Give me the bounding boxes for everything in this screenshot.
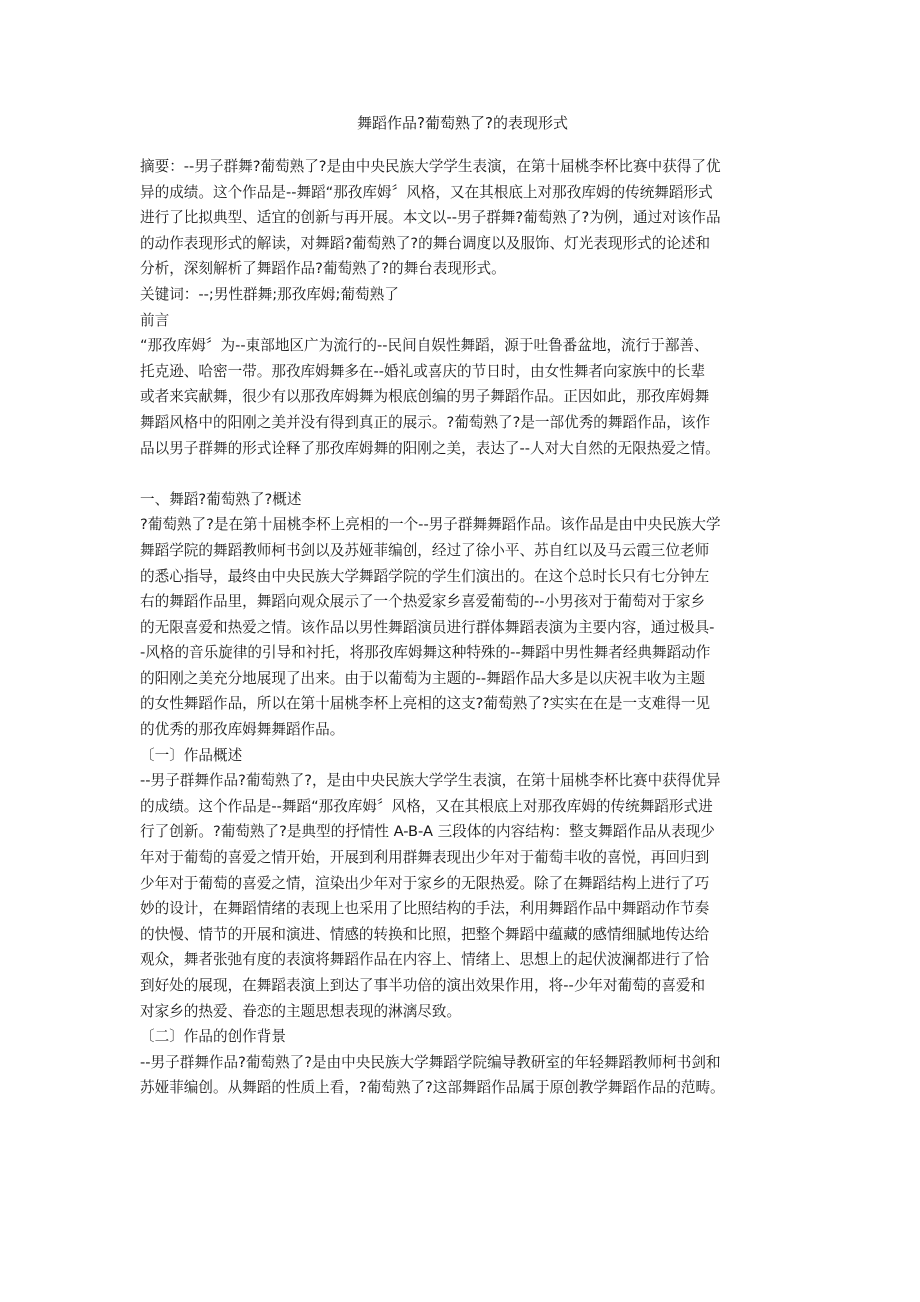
blank-line bbox=[140, 461, 785, 487]
document-body bbox=[140, 154, 785, 1101]
text-line: 托克逊、哈密一带。那孜库姆舞多在--婚礼或喜庆的节日时，由女性舞者向家族中的长辈 bbox=[140, 362, 706, 380]
text-line: 一、舞蹈?葡萄熟了?概述 bbox=[140, 490, 302, 508]
text-line: -风格的音乐旋律的引导和衬托，将那孜库姆舞这种特殊的--舞蹈中男性舞者经典舞蹈动作 bbox=[140, 644, 711, 662]
text-line: 〔一〕作品概述 bbox=[140, 746, 243, 764]
text-line: 异的成绩。这个作品是--舞蹈“那孜库姆〞风格，又在其根底上对那孜库姆的传统舞蹈形式 bbox=[140, 183, 713, 201]
text-line: 〔二〕作品的创作背景 bbox=[140, 1028, 286, 1046]
text-line: 进行了比拟典型、适宜的创新与再开展。本文以--男子群舞?葡萄熟了?为例，通过对该作品 bbox=[140, 209, 721, 227]
text-line: 的女性舞蹈作品，所以在第十届桃李杯上亮相的这支?葡萄熟了?实实在在是一支难得一见 bbox=[140, 695, 711, 713]
text-line: 的阳刚之美充分地展现了出来。由于以葡萄为主题的--舞蹈作品大多是以庆祝丰收为主题 bbox=[140, 669, 706, 687]
text-line: 舞蹈学院的舞蹈教师柯书剑以及苏娅菲编创，经过了徐小平、苏自红以及马云霞三位老师 bbox=[140, 541, 710, 559]
text-line: 少年对于葡萄的喜爱之情，渲染出少年对于家乡的无限热爱。除了在舞蹈结构上进行了巧 bbox=[140, 874, 710, 892]
text-line: 到好处的展现，在舞蹈表演上到达了事半功倍的演出效果作用，将--少年对葡萄的喜爱和 bbox=[140, 977, 706, 994]
text-line: 的优秀的那孜库姆舞舞蹈作品。 bbox=[140, 721, 345, 739]
text-line: 品以男子群舞的形式诠释了那孜库姆舞的阳刚之美，表达了--人对大自然的无限热爱之情。 bbox=[140, 439, 720, 457]
text-line: 摘要：--男子群舞?葡萄熟了?是由中央民族大学学生表演，在第十届桃李杯比赛中获得了优 bbox=[140, 158, 721, 175]
text-line: “那孜库姆〞为--東部地区广为流行的--民间自娱性舞蹈，源于吐鲁番盆地，流行于鄯善、 bbox=[140, 337, 709, 355]
text-line: 的快慢、情节的开展和演进、情感的转换和比照，把整个舞蹈中蕴藏的感情细腻地传达给 bbox=[140, 925, 710, 943]
text-line: 的悉心指导，最终由中央民族大学舞蹈学院的学生们演出的。在这个总时长只有七分钟左 bbox=[140, 567, 710, 585]
text-line: 舞蹈风格中的阳刚之美并没有得到真正的展示。?葡萄熟了?是一部优秀的舞蹈作品，该作 bbox=[140, 413, 711, 431]
text-line: --男子群舞作品?葡萄熟了?是由中央民族大学舞蹈学院编导教研室的年轻舞蹈教师柯书剑和 bbox=[140, 1053, 721, 1071]
text-line: 分析，深刻解析了舞蹈作品?葡萄熟了?的舞台表现形式。 bbox=[140, 260, 506, 278]
document-page bbox=[140, 112, 785, 1101]
text-line: --男子群舞作品?葡萄熟了?，是由中央民族大学学生表演，在第十届桃李杯比赛中获得优异 bbox=[140, 772, 721, 790]
text-line: 的动作表现形式的解读，对舞蹈?葡萄熟了?的舞台调度以及服饰、灯光表现形式的论述和 bbox=[140, 234, 711, 252]
text-line: 年对于葡萄的喜爱之情开始，开展到利用群舞表现出少年对于葡萄丰收的喜悦，再回归到 bbox=[140, 849, 710, 867]
text-line: 右的舞蹈作品里，舞蹈向观众展示了一个热爱家乡喜爱葡萄的--小男孩对于葡萄对于家乡 bbox=[140, 593, 706, 611]
text-line: 或者来宾献舞，很少有以那孜库姆舞为根底创编的男子舞蹈作品。正因如此，那孜库姆舞 bbox=[140, 388, 710, 406]
text-line: 的无限喜爱和热爱之情。该作品以男性舞蹈演员进行群体舞蹈表演为主要内容，通过极具- bbox=[140, 618, 715, 636]
text-line: 关键词：--;男性群舞;那孜库姆;葡萄熟了 bbox=[140, 285, 399, 303]
text-line: 苏娅菲编创。从舞蹈的性质上看，?葡萄熟了?这部舞蹈作品属于原创教学舞蹈作品的范畴。 bbox=[140, 1079, 725, 1097]
text-line: 前言 bbox=[140, 311, 170, 329]
text-line: 对家乡的热爱、眷恋的主题思想表现的淋漓尽致。 bbox=[140, 1002, 462, 1020]
text-line: 妙的设计，在舞蹈情绪的表现上也采用了比照结构的手法，利用舞蹈作品中舞蹈动作节奏 bbox=[140, 900, 710, 918]
text-line: 行了创新。?葡萄熟了?是典型的抒情性 A-B-A 三段体的内容结构：整支舞蹈作品从表现少 bbox=[140, 823, 715, 841]
text-line: 观众，舞者张弛有度的表演将舞蹈作品在内容上、情绪上、思想上的起伏波澜都进行了恰 bbox=[140, 951, 710, 969]
document-title: 舞蹈作品?葡萄熟了?的表现形式 bbox=[357, 114, 568, 132]
text-line: ?葡萄熟了?是在第十届桃李杯上亮相的一个--男子群舞舞蹈作品。该作品是由中央民族大学 bbox=[140, 516, 721, 534]
text-line: 的成绩。这个作品是--舞蹈“那孜库姆〞风格，又在其根底上对那孜库姆的传统舞蹈形式进 bbox=[140, 797, 713, 815]
